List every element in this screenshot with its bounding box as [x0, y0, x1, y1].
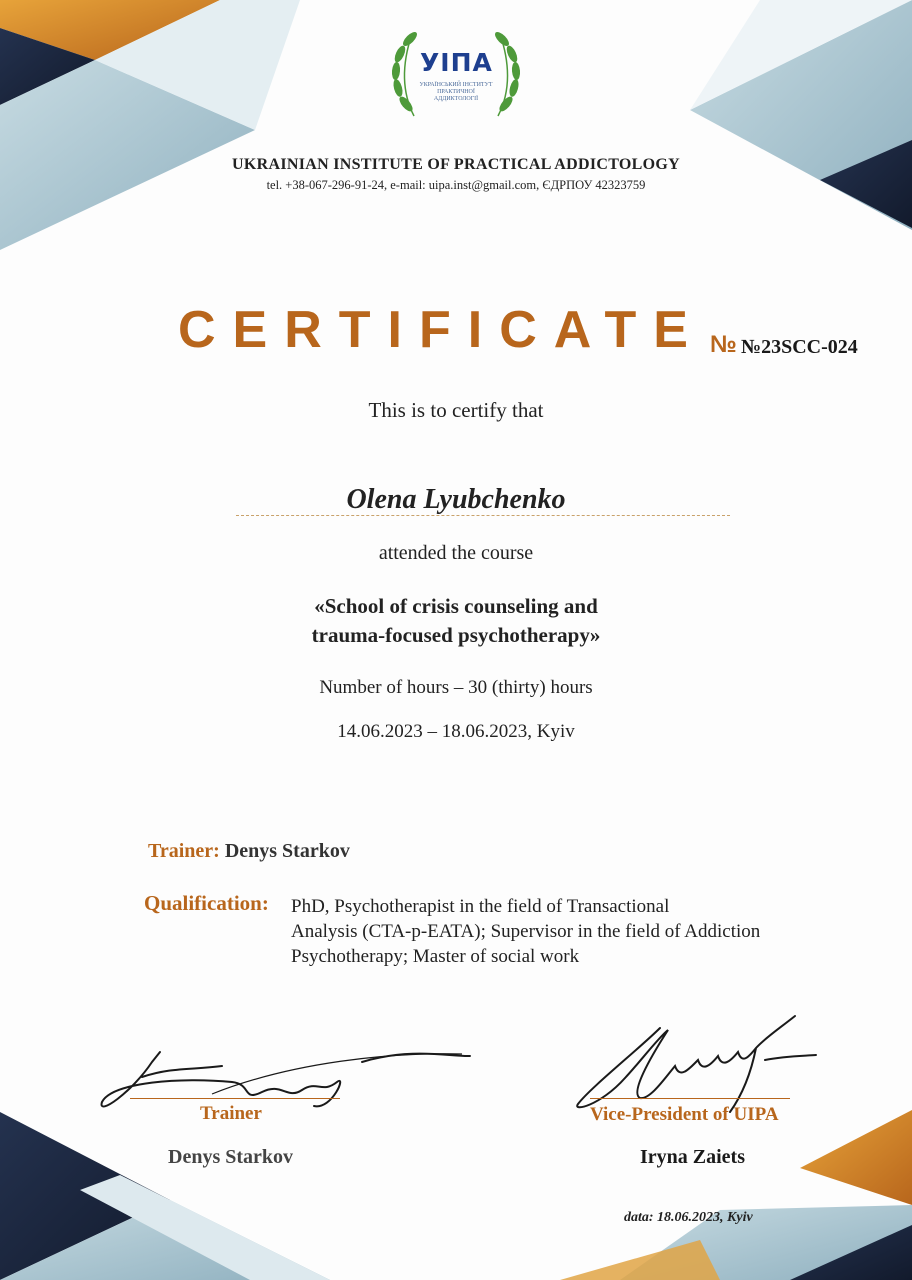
course-title-line2: trauma-focused psychotherapy»: [311, 623, 601, 647]
course-title: [0, 592, 912, 650]
institute-contacts: tel. +38-067-296-91-24, e-mail: uipa.inst@gmail.com, ЄДРПОУ 42323759: [266, 178, 646, 192]
course-hours: Number of hours – 30 (thirty) hours: [319, 677, 593, 698]
issue-date: data: 18.06.2023, Kyiv: [624, 1210, 753, 1225]
certificate-title: CERTIFICATE: [178, 301, 705, 359]
vice-president-signature-name: Iryna Zaiets: [640, 1146, 745, 1168]
logo-subtext: УКРАЇНСЬКИЙ ІНСТИТУТ ПРАКТИЧНОЇ АДДИКТОЛОГІЇ: [419, 82, 493, 102]
course-title-line1: «School of crisis counseling and: [314, 594, 598, 618]
deco-bottom-right-gold: [800, 1110, 912, 1205]
trainer-signature-role: Trainer: [200, 1103, 262, 1124]
institute-logo: [386, 26, 526, 126]
qualification-line2: Analysis (CTA-p-EATA); Supervisor in the field of Addiction: [291, 921, 761, 942]
qualification-line1: PhD, Psychotherapist in the field of Transactional: [291, 896, 670, 917]
recipient-dotted-line: [236, 515, 730, 516]
course-dates: 14.06.2023 – 18.06.2023, Kyiv: [337, 721, 575, 742]
trainer-signature: [92, 1022, 472, 1122]
trainer-label: Trainer:: [148, 840, 220, 862]
deco-bottom-right-goldstrip: [560, 1240, 720, 1280]
institute-name: UKRAINIAN INSTITUTE OF PRACTICAL ADDICTOLOGY: [232, 156, 680, 173]
certify-intro: This is to certify that: [368, 398, 544, 422]
recipient-name: Olena Lyubchenko: [346, 484, 566, 515]
trainer-signature-line: [130, 1098, 340, 1099]
qualification-text: [291, 894, 851, 969]
vice-president-signature: [570, 1008, 820, 1118]
trainer-name: Denys Starkov: [224, 840, 350, 862]
certificate-number: №23SCC-024: [741, 336, 858, 358]
logo-text: УІПА: [420, 48, 493, 77]
trainer-signature-name: Denys Starkov: [168, 1146, 294, 1168]
trainer-line: [148, 840, 350, 863]
qualification-label: Qualification:: [144, 891, 269, 915]
attended-text: attended the course: [378, 542, 534, 564]
vice-president-signature-line: [590, 1098, 790, 1099]
qualification-line3: Psychotherapy; Master of social work: [291, 946, 580, 967]
certificate-number-symbol: №: [710, 331, 737, 358]
vice-president-signature-role: Vice-President of UIPA: [590, 1104, 779, 1125]
